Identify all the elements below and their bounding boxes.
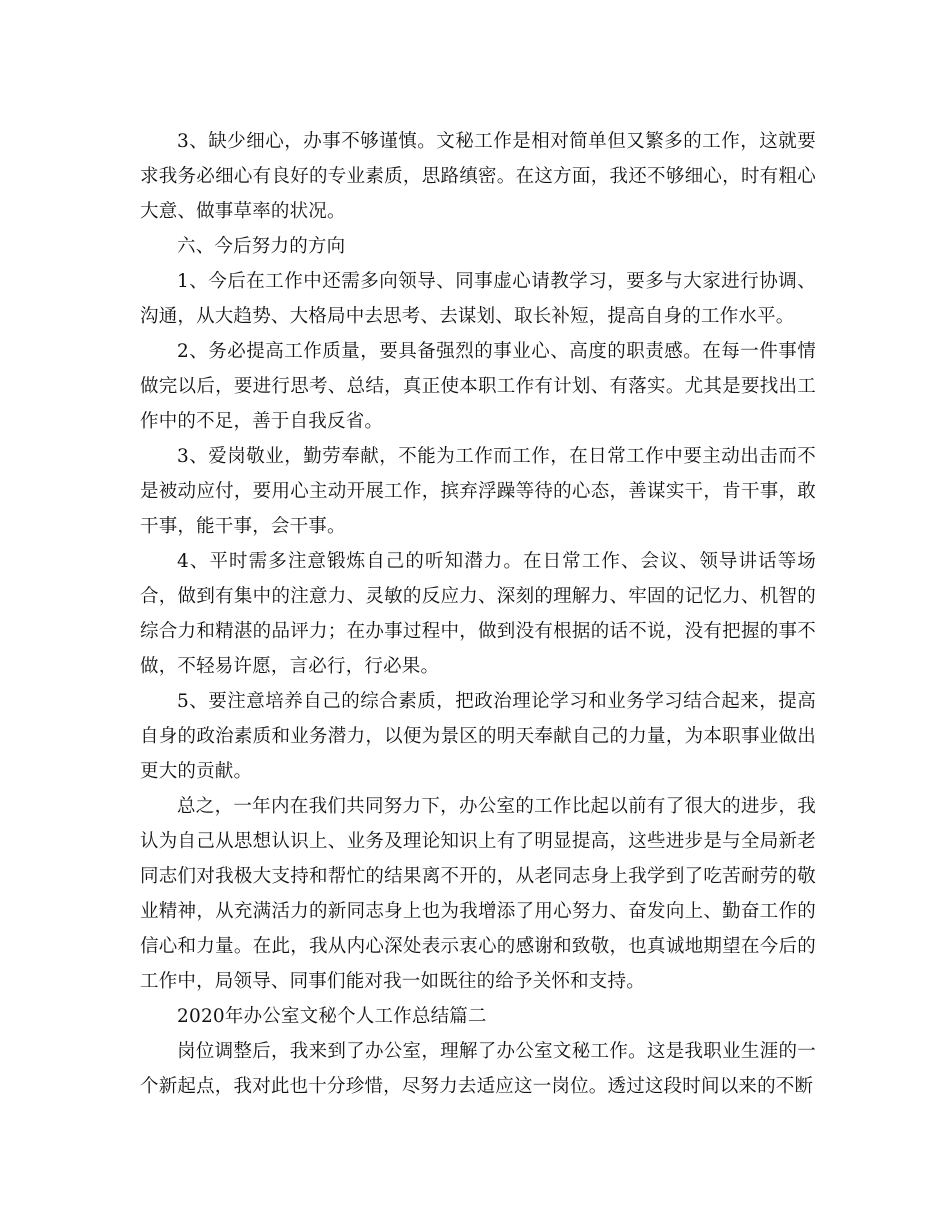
paragraph: 1、今后在工作中还需多向领导、同事虚心请教学习，要多与大家进行协调、沟通，从大趋势、大格局中去思考、去谋划、取长补短，提高自身的工作水平。 — [140, 271, 816, 327]
paragraph: 岗位调整后，我来到了办公室，理解了办公室文秘工作。这是我职业生涯的一个新起点，我对此也十分珍惜，尽努力去适应这一岗位。透过这段时间以来的不断 — [140, 1041, 816, 1097]
paragraph: 总之，一年内在我们共同努力下，办公室的工作比起以前有了很大的进步，我认为自己从思想认识上、业务及理论知识上有了明显提高，这些进步是与全局新老同志们对我极大支持和帮忙的结果离不开的，从老同志身上我学到了吃苦耐劳的敬业精神，从充满活力的新同志身上也为我增添了用心努力、奋发向上、勤奋工作的信心和力量。在此，我从内心深处表示衷心的感谢和致敬，也真诚地期望在今后的工作中，局领导、同事们能对我一如既往的给予关怀和支持。 — [140, 796, 816, 992]
paragraph: 3、缺少细心，办事不够谨慎。文秘工作是相对简单但又繁多的工作，这就要求我务必细心有良好的专业素质，思路缜密。在这方面，我还不够细心，时有粗心大意、做事草率的状况。 — [140, 131, 816, 222]
paragraph: 4、平时需多注意锻炼自己的听知潜力。在日常工作、会议、领导讲话等场合，做到有集中的注意力、灵敏的反应力、深刻的理解力、牢固的记忆力、机智的综合力和精湛的品评力；在办事过程中，做到没有根据的话不说，没有把握的事不做，不轻易许愿，言必行，行必果。 — [140, 551, 816, 677]
section-title: 2020年办公室文秘个人工作总结篇二 — [177, 1006, 487, 1027]
section-heading: 六、今后努力的方向 — [177, 236, 346, 257]
paragraph: 3、爱岗敬业，勤劳奉献，不能为工作而工作，在日常工作中要主动出击而不是被动应付，要用心主动开展工作，摈弃浮躁等待的心态，善谋实干，肯干事，敢干事，能干事，会干事。 — [140, 446, 816, 537]
document-body — [140, 124, 816, 1104]
paragraph: 5、要注意培养自己的综合素质，把政治理论学习和业务学习结合起来，提高自身的政治素质和业务潜力，以便为景区的明天奉献自己的力量，为本职事业做出更大的贡献。 — [140, 691, 816, 782]
paragraph: 2、务必提高工作质量，要具备强烈的事业心、高度的职责感。在每一件事情做完以后，要进行思考、总结，真正使本职工作有计划、有落实。尤其是要找出工作中的不足，善于自我反省。 — [140, 341, 816, 432]
